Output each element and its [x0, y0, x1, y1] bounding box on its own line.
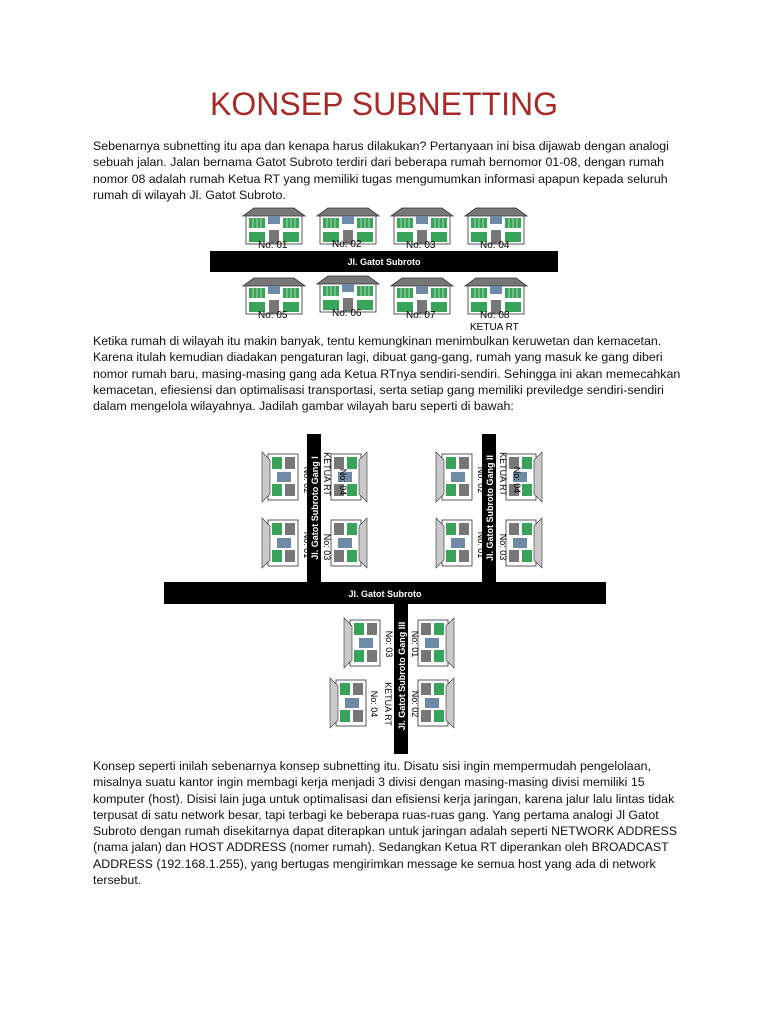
house-label: No: 03 — [384, 630, 394, 658]
page-title: KONSEP SUBNETTING — [210, 86, 558, 122]
rt-label: KETUA RT — [383, 682, 393, 726]
house-icon — [262, 518, 298, 568]
house-icon — [391, 208, 453, 244]
house-label: No: 02 — [332, 239, 362, 250]
house-icon — [506, 452, 542, 502]
house-icon — [436, 518, 472, 568]
house-label: No: 03 — [498, 533, 508, 561]
house-label: No: 04 — [512, 466, 522, 494]
house-icon — [436, 452, 472, 502]
figure-street-diagram — [0, 200, 768, 335]
house-label: No: 02 — [410, 690, 420, 718]
house-icon — [506, 518, 542, 568]
rt-label: KETUA RT — [470, 322, 519, 333]
paragraph-conclusion: Konsep seperti inilah sebenarnya konsep subnetting itu. Disatu sisi ingin mempermudah pengelolaan, misalnya suatu kantor ingin membagi kerja menjadi 3 divisi dengan masing-masing divisi memiliki 15 komputer (host). Disisi lain juga untuk optimalisasi dan efisiensi kerja jaringan, karena jalur lalu lintas tidak terpusat di satu network besar, tapi terbagi ke beberapa ruas-ruas gang. Yang pertama analogi Jl Gatot Subroto dengan rumah disekitarnya dapat diterapkan untuk jaringan adalah seperti NETWORK ADDRESS (nama jalan) dan HOST ADDRESS (nomer rumah). Sedangkan Ketua RT diperankan oleh BROADCAST ADDRESS (192.168.1.255), yang bertugas mengirimkan message ke semua host yang ada di network tersebut. — [93, 759, 678, 888]
house-icon — [465, 208, 527, 244]
house-icon — [331, 518, 367, 568]
house-label: No: 05 — [258, 310, 288, 321]
road-label: Jl. Gatot Subroto — [348, 589, 422, 599]
paragraph-intro: Sebenarnya subnetting itu apa dan kenapa harus dilakukan? Pertanyaan ini bisa dijawab dengan analogi sebuah jalan. Jalan bernama Gatot Subroto terdiri dari beberapa rumah bernomor 01-08, dengan rumah nomor 08 adalah rumah Ketua RT yang memiliki tugas mengumumkan informasi apapun kepada seluruh rumah di wilayah Jl. Gatot Subroto. — [93, 139, 669, 202]
house-icon — [330, 678, 366, 728]
house-icon — [465, 278, 527, 314]
house-label: No: 06 — [332, 308, 362, 319]
house-icon — [243, 208, 305, 244]
house-label: No: 04 — [369, 690, 379, 718]
house-icon — [344, 618, 380, 668]
house-icon — [262, 452, 298, 502]
house-label: No: 03 — [406, 240, 436, 251]
house-label: No: 04 — [338, 468, 348, 496]
house-label: No: 01 — [410, 630, 420, 658]
house-icon — [331, 452, 367, 502]
house-icon — [418, 678, 454, 728]
gang-label: Jl. Gatot Subroto Gang II — [485, 454, 495, 562]
house-label: No: 03 — [322, 533, 332, 561]
gang-label: Jl. Gatot Subroto Gang III — [397, 621, 407, 731]
house-icon — [243, 278, 305, 314]
house-label: No: 08 — [480, 310, 510, 321]
gang-label: Jl. Gatot Subroto Gang I — [310, 456, 320, 560]
house-label: No: 02 — [302, 466, 312, 494]
house-label: No: 01 — [476, 531, 486, 559]
rt-label: KETUA RT — [322, 452, 332, 496]
house-label: No: 01 — [258, 240, 288, 251]
house-label: No: 02 — [476, 466, 486, 494]
road-label: Jl. Gatot Subroto — [347, 257, 421, 267]
figure-subnet-diagram — [0, 432, 768, 758]
house-icon — [391, 278, 453, 314]
house-icon — [317, 276, 379, 312]
house-label: No: 04 — [480, 240, 510, 251]
house-label: No: 07 — [406, 310, 436, 321]
paragraph-gang: Ketika rumah di wilayah itu makin banyak, tentu kemungkinan menimbulkan keruwetan dan kemacetan. Karena itulah kemudian diadakan pengaturan lagi, dibuat gang-gang, rumah yang masuk ke gang diberi nomor rumah baru, masing-masing gang ada Ketua RTnya sendiri-sendiri. Sehingga ini akan memecahkan kemacetan, efiesiensi dan optimalisasi transportasi, serta setiap gang memiliki previledge sendiri-sendiri dalam mengelola wilayahnya. Jadilah gambar wilayah baru seperti di bawah: — [93, 334, 681, 414]
house-label: No: 01 — [302, 531, 312, 559]
house-icon — [418, 618, 454, 668]
rt-label: KETUA RT — [498, 452, 508, 496]
